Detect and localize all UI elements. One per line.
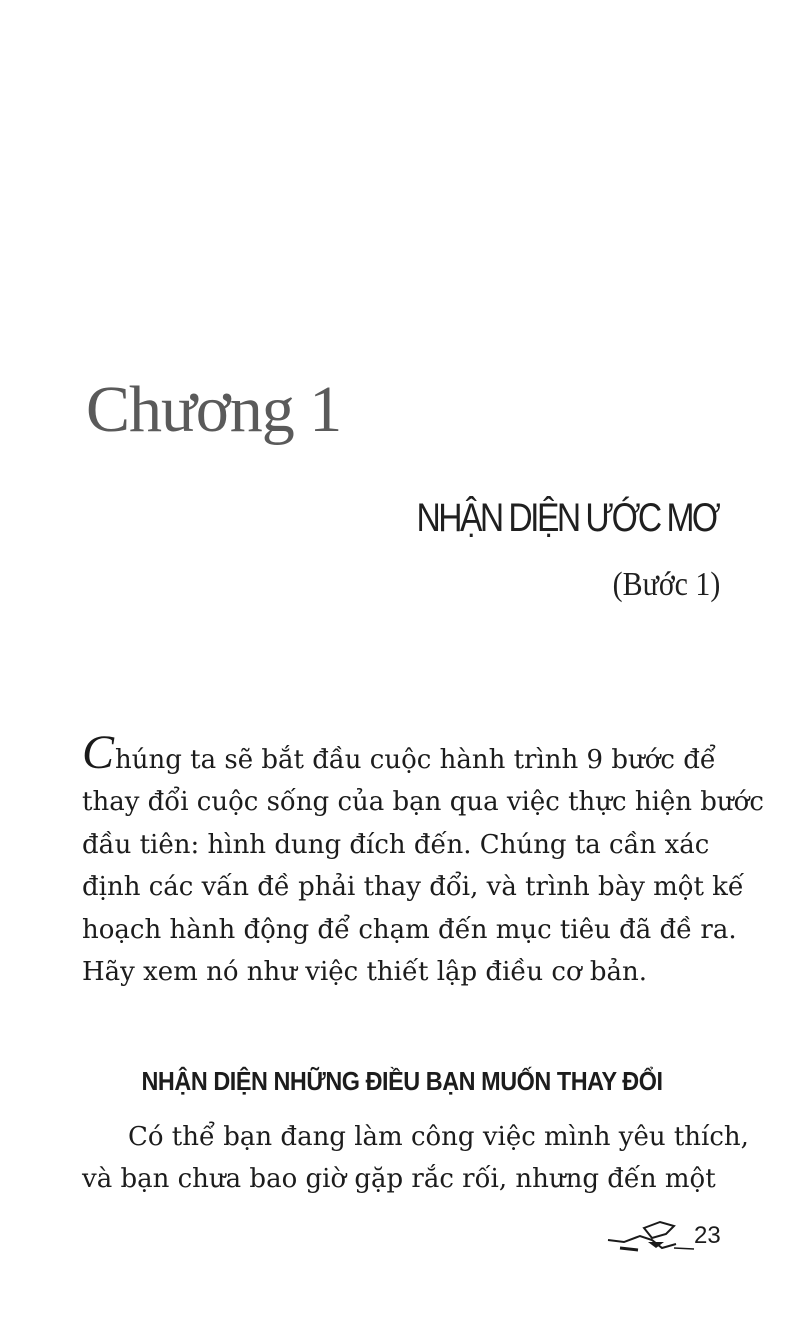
intro-line: thay đổi cuộc sống của bạn qua việc thực hiện bước (82, 787, 764, 818)
intro-line: định các vấn đề phải thay đổi, và trình bày một kế (82, 872, 744, 903)
chapter-step: (Bước 1) (612, 566, 720, 603)
page-number: 23 (694, 1222, 721, 1249)
body-paragraph (82, 1116, 749, 1201)
intro-line (82, 726, 722, 781)
chapter-title: NHẬN DIỆN ƯỚC MƠ (416, 496, 718, 540)
paper-boat-ornament-icon (604, 1218, 696, 1256)
chapter-label: Chương 1 (86, 373, 342, 446)
section-heading: NHẬN DIỆN NHỮNG ĐIỀU BẠN MUỐN THAY ĐỔI (141, 1066, 663, 1096)
intro-line: Hãy xem nó như việc thiết lập điều cơ bản. (82, 957, 648, 988)
drop-cap: C (82, 726, 115, 779)
intro-line: đầu tiên: hình dung đích đến. Chúng ta cần xác (82, 829, 710, 860)
intro-paragraph (82, 726, 764, 993)
body-line: và bạn chưa bao giờ gặp rắc rối, nhưng đến một (82, 1164, 716, 1195)
intro-line-text: húng ta sẽ bắt đầu cuộc hành trình 9 bước để (115, 745, 716, 775)
body-line: Có thể bạn đang làm công việc mình yêu thích, (128, 1122, 749, 1152)
intro-line: hoạch hành động để chạm đến mục tiêu đã đề ra. (82, 914, 737, 945)
